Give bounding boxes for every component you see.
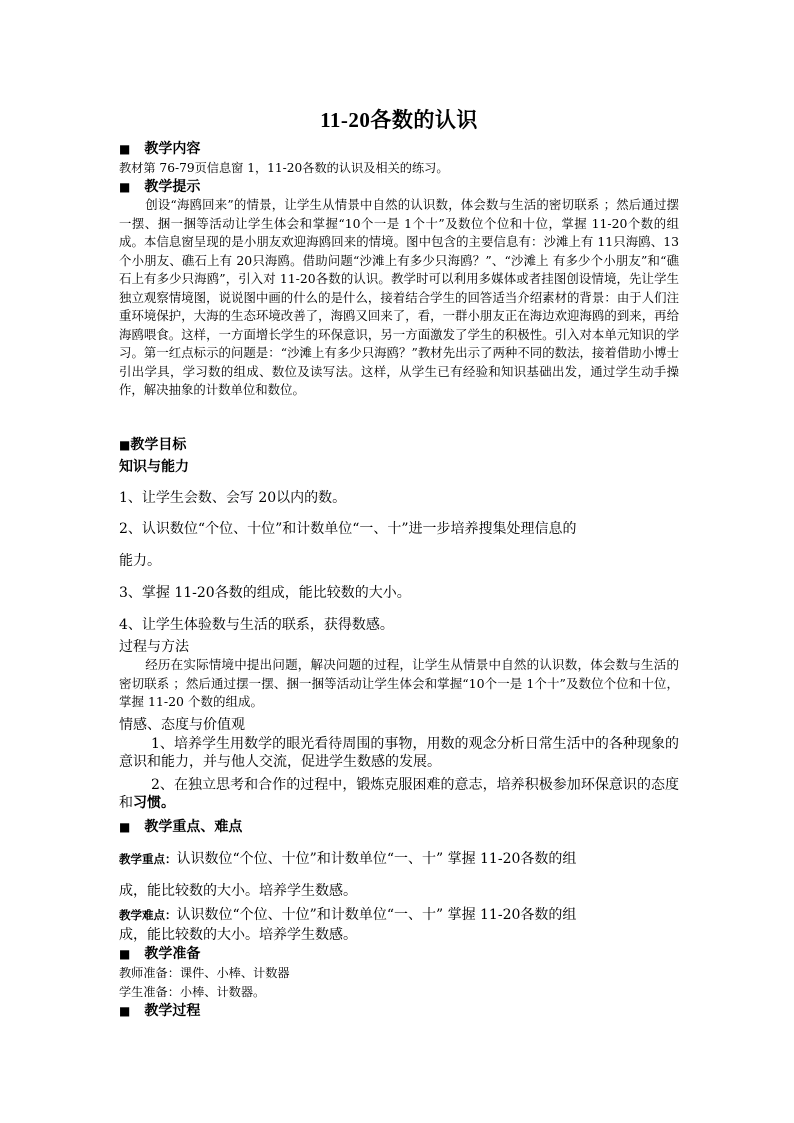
key-point-line: 成，能比较数的大小。培养学生数感。 <box>119 883 357 899</box>
content-text: 教材第 76-79页信息窗 1，11-20各数的认识及相关的练习。 <box>119 161 449 175</box>
subheading-knowledge: 知识与能力 <box>119 459 189 475</box>
square-bullet-icon: ■ <box>119 438 131 452</box>
subheading-attitude: 情感、态度与价值观 <box>119 717 245 733</box>
section-heading-hints: ■ 教学提示 <box>119 179 201 195</box>
goal-item: 1、让学生会数、会写 20以内的数。 <box>119 490 347 506</box>
section-heading-preparation: ■ 教学准备 <box>119 946 201 962</box>
goal-item: 2、认识数位“个位、十位”和计数单位“一、十”进一步培养搜集处理信息的 <box>119 521 577 537</box>
page-title: 11-20各数的认识 <box>320 108 478 132</box>
square-bullet-icon: ■ <box>119 820 131 834</box>
square-bullet-icon: ■ <box>119 947 131 961</box>
section-heading-process: ■ 教学过程 <box>119 1003 201 1019</box>
difficult-point-line: 教学难点：认识数位“个位、十位”和计数单位“一、十” 掌握 11-20各数的组 <box>119 907 577 923</box>
square-bullet-icon: ■ <box>119 180 131 194</box>
square-bullet-icon: ■ <box>119 1004 131 1018</box>
goal-item: 3、掌握 11-20各数的组成，能比较数的大小。 <box>119 585 411 601</box>
goal-item: 能力。 <box>119 553 161 569</box>
teacher-preparation: 教师准备：课件、小棒、计数器 <box>119 966 290 980</box>
attitude-paragraph-1: 1、培养学生用数学的眼光看待周围的事物，用数的观念分析日常生活中的各种现象的意识和能力，并与他人交流，促进学生数感的发展。 <box>119 736 679 770</box>
attitude-paragraph-2: 2、在独立思考和合作的过程中，锻炼克服困难的意志，培养积极参加环保意识的态度和习惯。 <box>119 777 679 811</box>
goal-item: 4、让学生体验数与生活的联系，获得数感。 <box>119 617 394 633</box>
hints-paragraph: 创设“海鸥回来”的情景，让学生从情景中自然的认识数，体会数与生活的密切联系 ；然后通过摆一摆、捆一捆等活动让学生体会和掌握“10个一是 1个十”及数位个位和十位，掌握 11-20个数的组成。本信息窗呈现的是小朋友欢迎海鸥回来的情境。图中包含的主要信息有：沙滩上有 11只海鸥、13个小朋友、礁石上有 20只海鸥。借助问题“沙滩上有多少只海鸥？”、“沙滩上 有多少个小朋友”和“礁石上有多少只海鸥”，引入对 11-20各数的认识。教学时可以利用多媒体或者挂图创设情境，先让学生独立观察情境图，说说图中画的什么的是什么，接着结合学生的回答适当介绍素材的背景：由于人们注重环境保护，大海的生态环境改善了，海鸥又回来了，看，一群小朋友正在海边欢迎海鸥的到来，再给海鸥喂食。这样，一方面增长学生的环保意识，另一方面激发了学生的积极性。引入对本单元知识的学习。第一红点标示的问题是：“沙滩上有多少只海鸥？”教材先出示了两种不同的数法，接着借助小博士引出学具，学习数的组成、数位及读写法。这样，从学生已有经验和知识基础出发，通过学生动手操作，解决抽象的计数单位和数位。 <box>119 197 679 397</box>
difficult-point-line: 成，能比较数的大小。培养学生数感。 <box>119 927 357 943</box>
section-heading-content: ■ 教学内容 <box>119 141 201 157</box>
subheading-process: 过程与方法 <box>119 639 189 655</box>
section-heading-keypoints: ■ 教学重点、难点 <box>119 819 243 835</box>
process-paragraph: 经历在实际情境中提出问题，解决问题的过程，让学生从情景中自然的认识数，体会数与生活的密切联系 ；然后通过摆一摆、捆一捆等活动让学生体会和掌握“10个一是 1个十”及数位个位和十位，掌握 11-20 个数的组成。 <box>119 657 679 709</box>
square-bullet-icon: ■ <box>119 142 131 156</box>
section-heading-goals: ■教学目标 <box>119 437 187 453</box>
key-point-line: 教学重点：认识数位“个位、十位”和计数单位“一、十” 掌握 11-20各数的组 <box>119 851 577 867</box>
student-preparation: 学生准备：小棒、计数器。 <box>119 985 266 999</box>
